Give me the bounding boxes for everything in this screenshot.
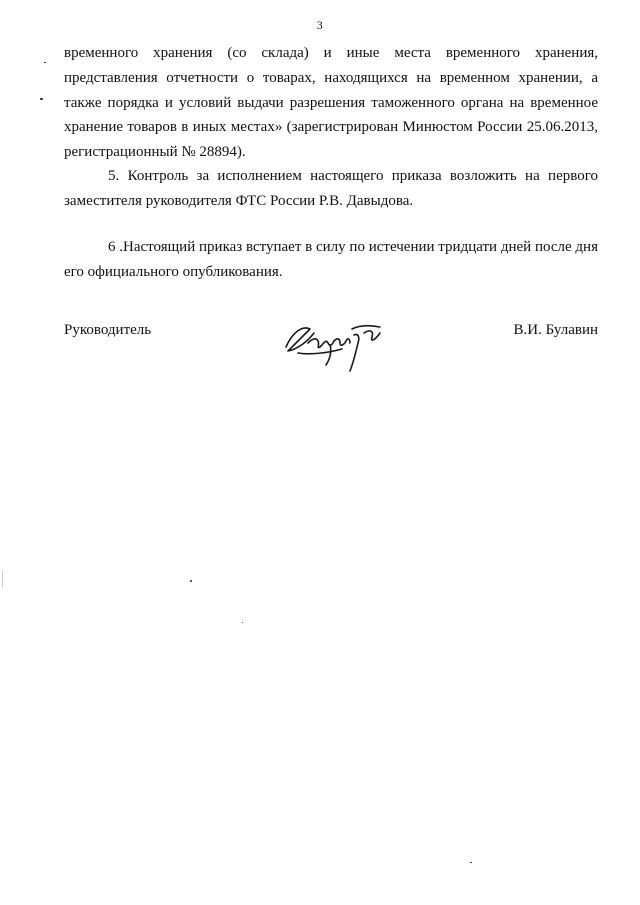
scan-speck: [40, 98, 43, 100]
text-line: регистрационный № 28894).: [64, 144, 246, 161]
scan-speck: [190, 580, 192, 582]
scan-speck: [44, 62, 46, 63]
handwritten-signature: [280, 315, 395, 375]
text-line: временного хранения (со склада) и иные места временного хранения,: [64, 45, 598, 61]
scan-speck: [2, 570, 3, 588]
scan-speck: [470, 862, 472, 863]
paragraph-continuation: [64, 41, 598, 165]
signatory-title: Руководитель: [64, 322, 152, 338]
text-line: хранение товаров в иных местах» (зарегистрирован Минюстом России 25.06.2013,: [64, 119, 598, 136]
signatory-name: В.И. Булавин: [513, 322, 598, 338]
text-line: представления отчетности о товарах, находящихся на временном хранении, а: [64, 69, 598, 86]
text-line: 6 .Настоящий приказ вступает в силу по истечении тридцати дней после дня: [108, 239, 598, 255]
paragraph-item-5: [64, 164, 598, 214]
scan-speck: [242, 622, 243, 623]
text-line: также порядка и условий выдачи разрешения таможенного органа на временное: [64, 94, 598, 111]
text-line: заместителя руководителя ФТС России Р.В. Давыдова.: [64, 192, 414, 209]
text-line: 5. Контроль за исполнением настоящего приказа возложить на первого: [108, 168, 598, 184]
text-line: его официального опубликования.: [64, 263, 283, 280]
page-number: 3: [316, 18, 324, 32]
paragraph-item-6: [64, 235, 598, 285]
